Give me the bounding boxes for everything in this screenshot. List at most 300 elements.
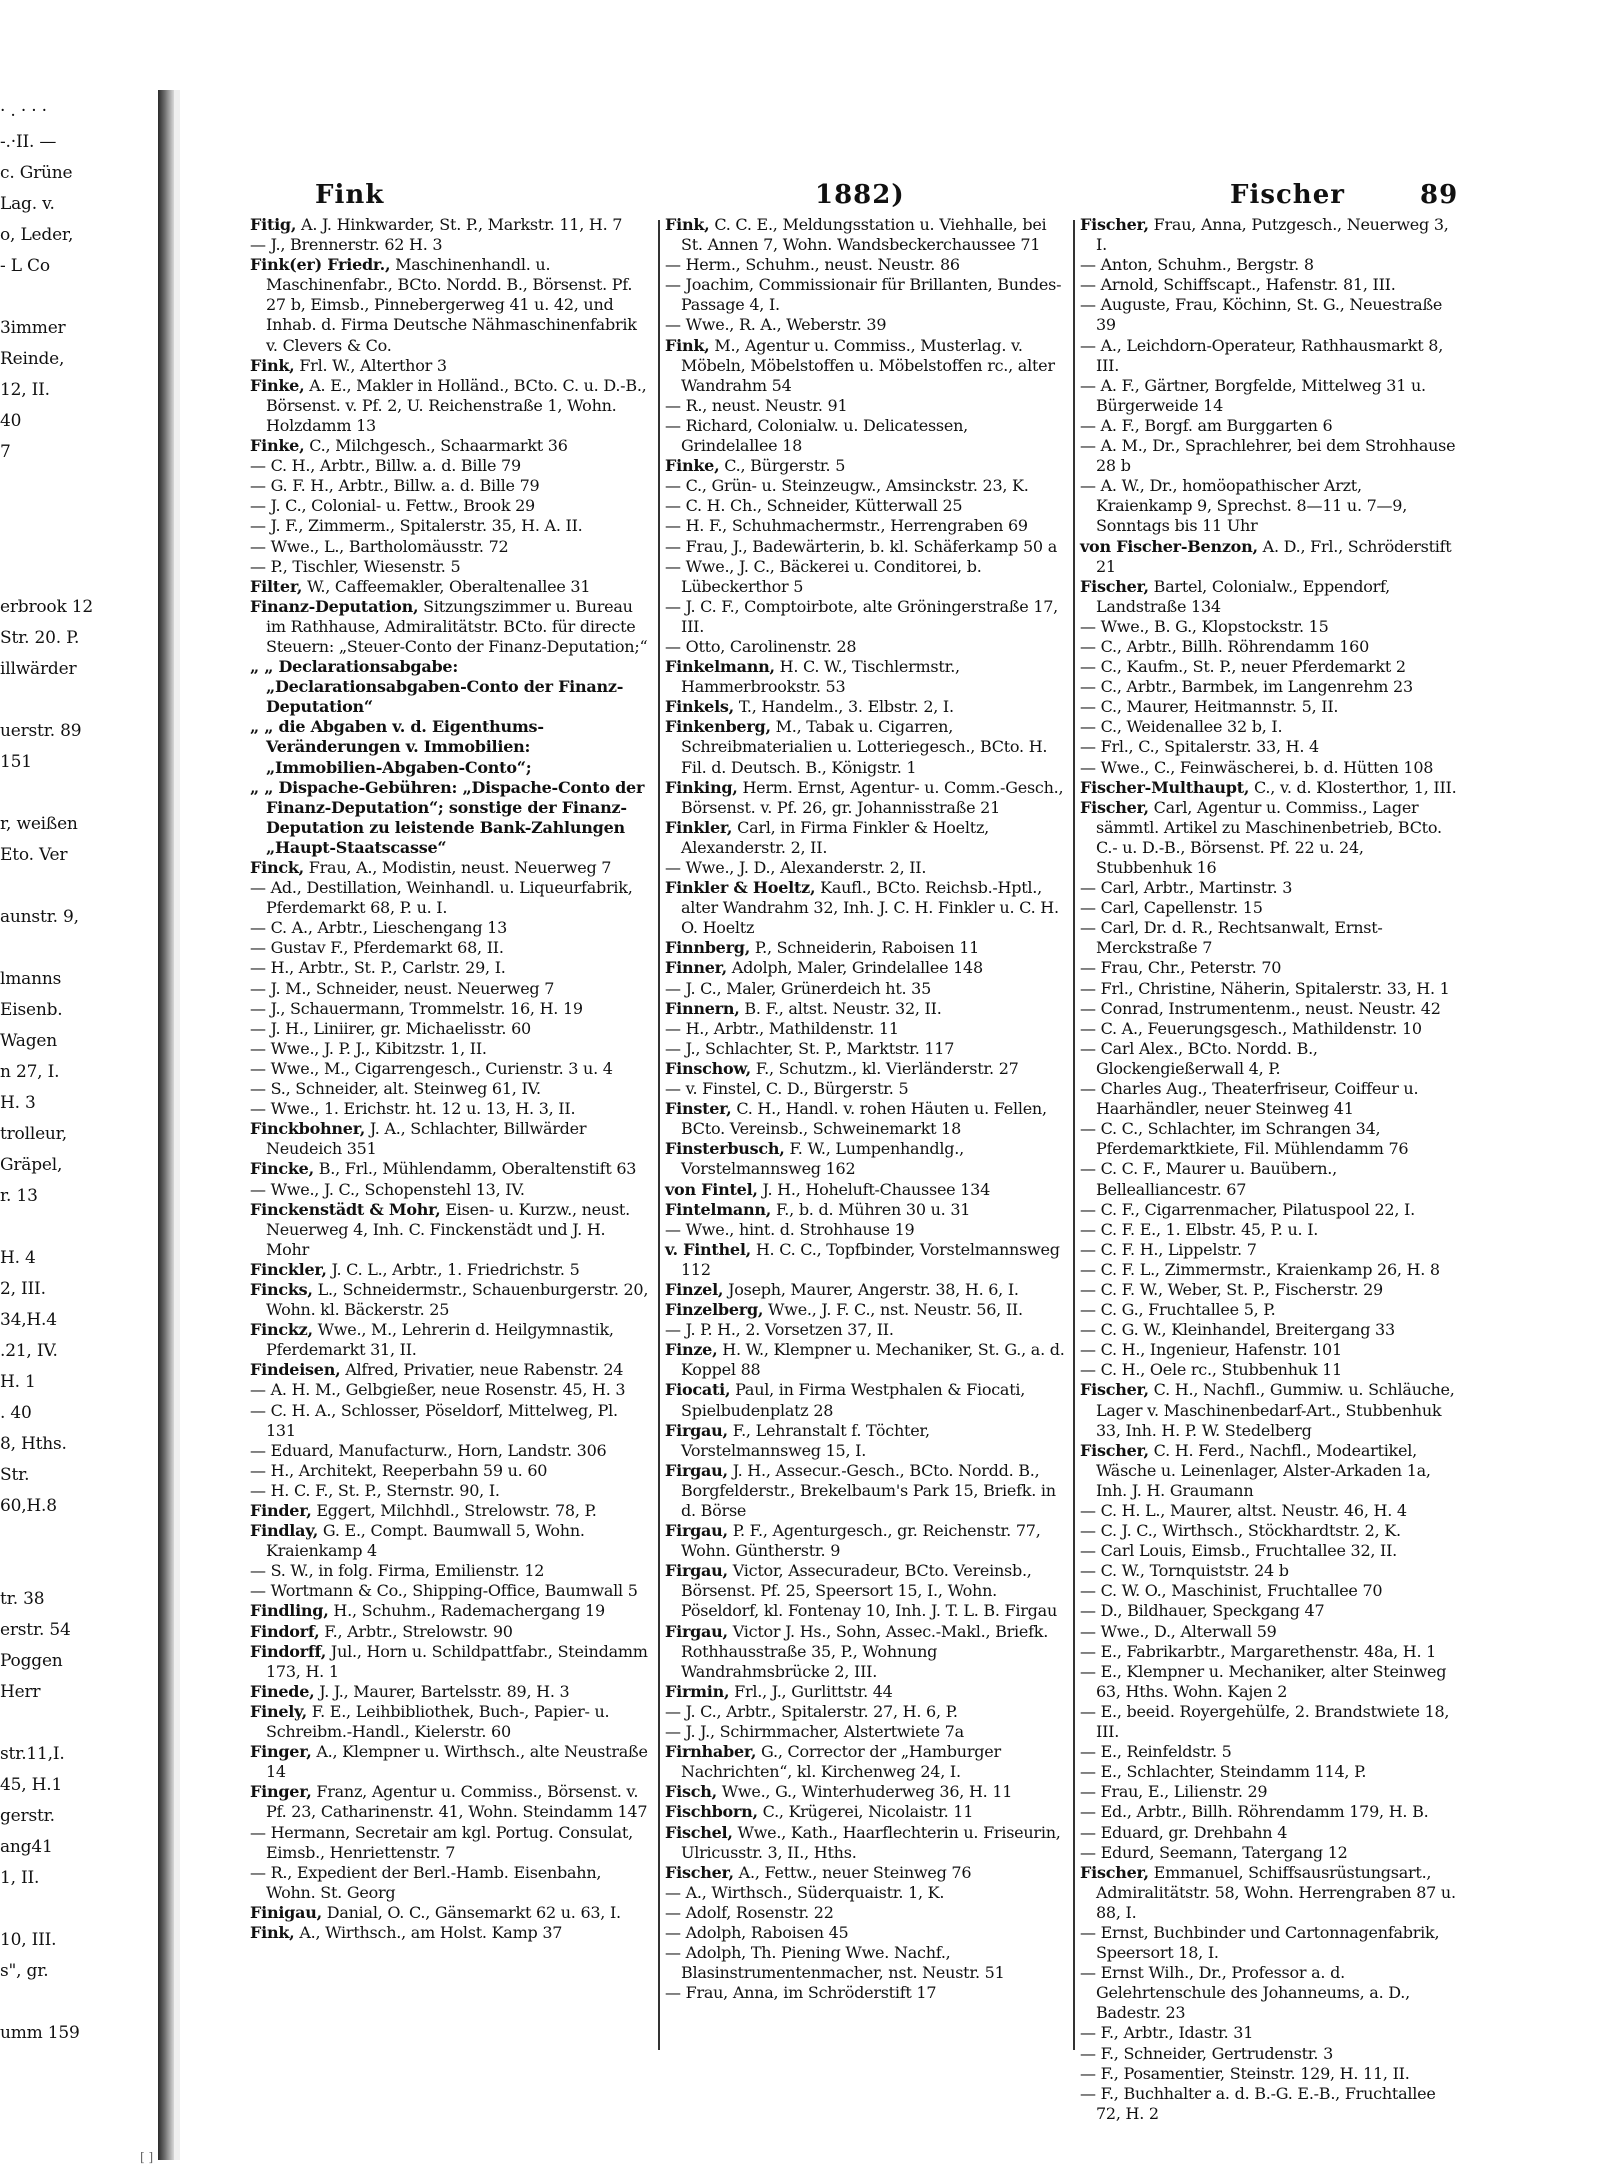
left-page-line-fragment: illwärder <box>0 659 77 679</box>
directory-entry: — J., Brennerstr. 62 H. 3 <box>250 235 443 255</box>
entry-headword: Findlay, <box>250 1521 319 1541</box>
entry-headword: Finsterbusch, <box>665 1139 785 1159</box>
left-page-line-fragment: H. 4 <box>0 1248 36 1268</box>
entry-headword: Finke, <box>250 436 305 456</box>
directory-entry: — C. F. W., Weber, St. P., Fischerstr. 29 <box>1080 1279 1383 1299</box>
directory-entry: — Hermann, Secretair am kgl. Portug. Consulat, Eimsb., Henriettenstr. 7 <box>250 1822 633 1862</box>
entry-headword: Finking, <box>665 777 738 797</box>
directory-column-1 <box>250 215 650 2065</box>
directory-entry: Fincke, B., Frl., Mühlendamm, Oberaltenstift 63 <box>250 1159 637 1179</box>
entry-headword: Finnern, <box>665 998 740 1018</box>
directory-entry <box>250 717 650 777</box>
entry-headword: Firnhaber, <box>665 1742 757 1762</box>
directory-entry: — J. J., Schirmmacher, Alstertwiete 7a <box>665 1722 964 1742</box>
directory-column-2 <box>665 215 1065 2065</box>
left-page-line-fragment: . 40 <box>0 1403 32 1423</box>
directory-entry: — E., Reinfeldstr. 5 <box>1080 1742 1232 1762</box>
directory-entry: — Carl, Dr. d. R., Rechtsanwalt, Ernst-Merckstraße 7 <box>1080 918 1383 958</box>
directory-entry: Finckbohner, J. A., Schlachter, Billwärder Neudeich 351 <box>250 1119 587 1159</box>
left-page-line-fragment: trolleur, <box>0 1124 67 1144</box>
directory-entry: Fintelmann, F., b. d. Mühren 30 u. 31 <box>665 1199 971 1219</box>
directory-entry: Fischborn, C., Krügerei, Nicolaistr. 11 <box>665 1802 974 1822</box>
directory-entry: Finzel, Joseph, Maurer, Angerstr. 38, H. 6, I. <box>665 1279 1019 1299</box>
directory-entry: Finckler, J. C. L., Arbtr., 1. Friedrichstr. 5 <box>250 1259 580 1279</box>
left-page-line-fragment: · . · · · <box>0 101 47 121</box>
directory-entry: — A. F., Gärtner, Borgfelde, Mittelweg 31 u. Bürgerweide 14 <box>1080 375 1426 415</box>
entry-headword: Fischer, <box>1080 1440 1149 1460</box>
directory-entry: — Frau, Anna, im Schröderstift 17 <box>665 1983 937 2003</box>
entry-headword: Firgau, <box>665 1521 728 1541</box>
directory-entry: — Frau, Chr., Peterstr. 70 <box>1080 958 1282 978</box>
directory-entry: — C. F. H., Lippelstr. 7 <box>1080 1239 1257 1259</box>
directory-entry: — C. H. A., Schlosser, Pöseldorf, Mittelweg, Pl. 131 <box>250 1400 618 1440</box>
directory-entry: Finger, Franz, Agentur u. Commiss., Börsenst. v. Pf. 23, Catharinenstr. 41, Wohn. Steindamm 147 <box>250 1782 648 1822</box>
directory-entry: — J. C. F., Comptoirbote, alte Gröningerstraße 17, III. <box>665 596 1059 636</box>
directory-entry: — C. J. C., Wirthsch., Stöckhardtstr. 2, K. <box>1080 1521 1401 1541</box>
directory-entry: Fischer-Multhaupt, C., v. d. Klosterthor, 1, III. <box>1080 777 1457 797</box>
directory-entry: Fiocati, Paul, in Firma Westphalen & Fiocati, Spielbudenplatz 28 <box>665 1380 1026 1420</box>
entry-headword: Finckbohner, <box>250 1119 366 1139</box>
directory-entry: Fischer, C. H. Ferd., Nachfl., Modeartikel, Wäsche u. Leinenlager, Alster-Arkaden 1a, Inh. J. H. Graumann <box>1080 1440 1431 1500</box>
directory-entry: Firgau, J. H., Assecur.-Gesch., BCto. Nordd. B., Borgfelderstr., Brekelbaum's Park 15, Briefk. in d. Börse <box>665 1460 1056 1520</box>
directory-entry: — Carl, Arbtr., Martinstr. 3 <box>1080 878 1293 898</box>
directory-entry: Fischel, Wwe., Kath., Haarflechterin u. Friseurin, Ulricusstr. 3, II., Hths. <box>665 1822 1061 1862</box>
directory-entry: Findorf, F., Arbtr., Strelowstr. 90 <box>250 1621 513 1641</box>
directory-entry: — Wwe., J. C., Bäckerei u. Conditorei, b. Lübeckerthor 5 <box>665 556 982 596</box>
directory-entry: — H. F., Schuhmachermstr., Herrengraben 69 <box>665 516 1028 536</box>
directory-entry: Finkenberg, M., Tabak u. Cigarren, Schreibmaterialien u. Lotteriegesch., BCto. H. Fil. d. Deutsch. B., Königstr. 1 <box>665 717 1048 777</box>
directory-entry: — Wwe., C., Feinwäscherei, b. d. Hütten 108 <box>1080 757 1434 777</box>
entry-headword: Finder, <box>250 1501 312 1520</box>
directory-entry: Fischer, Emmanuel, Schiffsausrüstungsart., Admiralitätstr. 58, Wohn. Herrengraben 87 u. 88, I. <box>1080 1862 1456 1922</box>
left-page-line-fragment: H. 1 <box>0 1372 36 1392</box>
directory-entry: — E., Klempner u. Mechaniker, alter Steinweg 63, Hths. Wohn. Kajen 2 <box>1080 1661 1447 1701</box>
entry-headword: von Fintel, <box>665 1179 758 1199</box>
left-page-line-fragment: Wagen <box>0 1031 58 1051</box>
directory-entry: — J. C., Maler, Grünerdeich ht. 35 <box>665 978 932 998</box>
left-page-line-fragment: 3immer <box>0 318 66 338</box>
directory-entry: — Frau, E., Lilienstr. 29 <box>1080 1782 1268 1802</box>
directory-entry: — J. C., Colonial- u. Fettw., Brook 29 <box>250 496 535 516</box>
column-divider <box>658 220 660 2050</box>
directory-entry: — C., Weidenallee 32 b, I. <box>1080 717 1283 737</box>
directory-entry: — D., Bildhauer, Speckgang 47 <box>1080 1601 1325 1621</box>
left-page-line-fragment: 8, Hths. <box>0 1434 67 1454</box>
left-page-line-fragment: - L Co <box>0 256 50 276</box>
directory-entry: Firmin, Frl., J., Gurlittstr. 44 <box>665 1681 893 1701</box>
left-page-line-fragment: aunstr. 9, <box>0 907 79 927</box>
directory-entry: — C., Grün- u. Steinzeugw., Amsinckstr. 23, K. <box>665 476 1029 496</box>
entry-headword: Finke, <box>665 456 720 476</box>
entry-headword: Finkels, <box>665 697 734 717</box>
directory-entry: — C. H., Ingenieur, Hafenstr. 101 <box>1080 1340 1342 1360</box>
left-page-line-fragment: Str. 20. P. <box>0 628 80 648</box>
left-page-line-fragment: 45, H.1 <box>0 1775 63 1795</box>
directory-entry: — S. W., in folg. Firma, Emilienstr. 12 <box>250 1561 545 1581</box>
entry-headword: Fischer, <box>1080 1380 1149 1400</box>
directory-entry: Findlay, G. E., Compt. Baumwall 5, Wohn. Kraienkamp 4 <box>250 1521 585 1561</box>
left-page-line-fragment: n 27, I. <box>0 1062 60 1082</box>
entry-headword: Firgau, <box>665 1420 728 1440</box>
directory-entry: — J. H., Liniirer, gr. Michaelisstr. 60 <box>250 1018 531 1038</box>
book-gutter <box>158 90 174 2160</box>
directory-entry: Findling, H., Schuhm., Rademachergang 19 <box>250 1601 605 1621</box>
directory-entry: — C. H., Oele rc., Stubbenhuk 11 <box>1080 1360 1342 1380</box>
directory-entry: — R., Expedient der Berl.-Hamb. Eisenbahn, Wohn. St. Georg <box>250 1862 602 1902</box>
directory-entry: — Adolph, Th. Piening Wwe. Nachf., Blasinstrumentenmacher, nst. Neustr. 51 <box>665 1943 1005 1983</box>
entry-headword: Fischel, <box>665 1822 733 1842</box>
entry-headword: Fink, <box>665 215 710 234</box>
left-page-line-fragment: 7 <box>0 442 11 462</box>
directory-entry: — Charles Aug., Theaterfriseur, Coiffeur u. Haarhändler, neuer Steinweg 41 <box>1080 1079 1419 1119</box>
directory-entry: — H., Arbtr., Mathildenstr. 11 <box>665 1018 899 1038</box>
directory-entry: Fink, M., Agentur u. Commiss., Musterlag. v. Möbeln, Möbelstoffen u. Möbelstoffen rc., alter Wandrahm 54 <box>665 335 1055 395</box>
directory-entry: — Frl., Christine, Näherin, Spitalerstr. 33, H. 1 <box>1080 978 1450 998</box>
entry-headword: Finze, <box>665 1340 718 1360</box>
left-page-line-fragment: lmanns <box>0 969 62 989</box>
directory-entry: — Adolph, Raboisen 45 <box>665 1922 849 1942</box>
left-page-line-fragment: .21, IV. <box>0 1341 58 1361</box>
directory-entry: — Wwe., J. D., Alexanderstr. 2, II. <box>665 858 927 877</box>
entry-headword: Finster, <box>665 1099 732 1119</box>
directory-entry: — Carl Louis, Eimsb., Fruchtallee 32, II. <box>1080 1541 1398 1561</box>
left-page-line-fragment: 151 <box>0 752 32 772</box>
left-page-line-fragment: H. 3 <box>0 1093 36 1113</box>
entry-headword: Fitig, <box>250 215 297 234</box>
entry-headword: Fink, <box>250 1922 295 1942</box>
book-gutter-edge <box>174 90 180 2160</box>
entry-headword: von Fischer-Benzon, <box>1080 536 1258 556</box>
directory-entry: — J., Schlachter, St. P., Marktstr. 117 <box>665 1038 955 1058</box>
directory-entry: Fink, C. C. E., Meldungsstation u. Viehhalle, bei St. Annen 7, Wohn. Wandsbeckerchaussee 71 <box>665 215 1047 255</box>
directory-entry: — F., Schneider, Gertrudenstr. 3 <box>1080 2043 1334 2063</box>
directory-entry: — C., Maurer, Heitmannstr. 5, II. <box>1080 697 1339 717</box>
left-page-line-fragment: erstr. 54 <box>0 1620 71 1640</box>
directory-entry: Firgau, F., Lehranstalt f. Töchter, Vorstelmannsweg 15, I. <box>665 1420 930 1460</box>
directory-entry: — Gustav F., Pferdemarkt 68, II. <box>250 938 504 958</box>
directory-entry: Finke, C., Bürgerstr. 5 <box>665 456 846 476</box>
directory-entry: — C. A., Feuerungsgesch., Mathildenstr. 10 <box>1080 1018 1422 1038</box>
directory-entry: — J. F., Zimmerm., Spitalerstr. 35, H. A. II. <box>250 516 583 536</box>
left-page-line-fragment: Lag. v. <box>0 194 55 214</box>
directory-entry: — Carl, Capellenstr. 15 <box>1080 898 1263 918</box>
directory-entry: — C. G. W., Kleinhandel, Breitergang 33 <box>1080 1320 1395 1340</box>
left-page-line-fragment: 2, III. <box>0 1279 46 1299</box>
directory-entry: Finke, A. E., Makler in Holländ., BCto. C. u. D.-B., Börsenst. v. Pf. 2, U. Reichenstraße 1, Wohn. Holzdamm 13 <box>250 375 647 435</box>
left-page-line-fragment: r. 13 <box>0 1186 38 1206</box>
directory-entry: — C. G., Fruchtallee 5, P. <box>1080 1300 1276 1320</box>
entry-headword: Findeisen, <box>250 1360 341 1380</box>
directory-entry: — Conrad, Instrumentenm., neust. Neustr. 42 <box>1080 998 1441 1018</box>
left-page-line-fragment: 60,H.8 <box>0 1496 57 1516</box>
header-left-catchword: Fink <box>315 180 385 210</box>
left-page-line-fragment: ang41 <box>0 1837 53 1857</box>
directory-entry: Fischer, Carl, Agentur u. Commiss., Lager sämmtl. Artikel zu Maschinenbetrieb, BCto. C.- u. D.-B., Börsenst. Pf. 22 u. 24, Stubbenhuk 16 <box>1080 797 1442 877</box>
entry-headword: Finckler, <box>250 1259 327 1279</box>
directory-entry: Fincks, L., Schneidermstr., Schauenburgerstr. 20, Wohn. kl. Bäckerstr. 25 <box>250 1279 649 1320</box>
directory-entry: Finnern, B. F., altst. Neustr. 32, II. <box>665 998 942 1018</box>
directory-entry: Finckenstädt & Mohr, Eisen- u. Kurzw., neust. Neuerweg 4, Inh. C. Finckenstädt und J. H. Mohr <box>250 1199 630 1259</box>
directory-entry: Fink, A., Wirthsch., am Holst. Kamp 37 <box>250 1922 563 1942</box>
directory-entry: — C., Kaufm., St. P., neuer Pferdemarkt 2 <box>1080 657 1406 677</box>
entry-headword: Finner, <box>665 958 727 978</box>
entry-headword: Fisch, <box>665 1782 717 1802</box>
left-facing-page-fragment <box>0 100 160 2160</box>
left-page-line-fragment: Eto. Ver <box>0 845 68 865</box>
directory-entry: — Frl., C., Spitalerstr. 33, H. 4 <box>1080 737 1319 757</box>
directory-entry: — Wwe., J. C., Schopenstehl 13, IV. <box>250 1179 525 1199</box>
left-page-line-fragment: Herr <box>0 1682 41 1702</box>
left-page-line-fragment: Gräpel, <box>0 1155 63 1175</box>
directory-entry: — Wwe., R. A., Weberstr. 39 <box>665 315 887 335</box>
directory-entry: — A. M., Dr., Sprachlehrer, bei dem Strohhause 28 b <box>1080 436 1456 476</box>
directory-entry: — Edurd, Seemann, Tatergang 12 <box>1080 1842 1348 1862</box>
left-page-line-fragment: 10, III. <box>0 1930 57 1950</box>
directory-entry: — F., Buchhalter a. d. B.-G. E.-B., Fruchtallee 72, H. 2 <box>1080 2083 1436 2123</box>
entry-headword: Finkelmann, <box>665 657 775 677</box>
directory-entry: — Eduard, gr. Drehbahn 4 <box>1080 1822 1288 1842</box>
entry-headword: „ „ die Abgaben v. d. Eigenthums-Veränderungen v. Immobilien: „Immobilien-Abgaben-Conto“; <box>250 717 544 777</box>
directory-entry: — Wwe., J. P. J., Kibitzstr. 1, II. <box>250 1038 487 1058</box>
entry-headword: Finzel, <box>665 1279 724 1299</box>
directory-entry: — Carl Alex., BCto. Nordd. B., Glockengießerwall 4, P. <box>1080 1038 1318 1078</box>
directory-entry: — Ernst Wilh., Dr., Professor a. d. Gelehrtenschule des Johanneums, a. D., Badestr. 23 <box>1080 1963 1410 2023</box>
left-page-line-fragment: 1, II. <box>0 1868 40 1888</box>
left-page-line-fragment: o, Leder, <box>0 225 74 245</box>
entry-headword: Finck, <box>250 858 304 877</box>
directory-entry: Fischer, A., Fettw., neuer Steinweg 76 <box>665 1862 972 1882</box>
entry-headword: „ „ Dispache-Gebühren: „Dispache-Conto der Finanz-Deputation“; sonstige der Finanz-Deputation zu leistende Bank-Zahlungen „Haupt-Staatscasse“ <box>250 777 645 857</box>
left-page-line-fragment: erbrook 12 <box>0 597 94 617</box>
entry-headword: Finger, <box>250 1782 312 1802</box>
directory-entry: — H. C. F., St. P., Sternstr. 90, I. <box>250 1480 500 1500</box>
directory-entry: — J. P. H., 2. Vorsetzen 37, II. <box>665 1320 894 1340</box>
entry-headword: Finnberg, <box>665 938 751 958</box>
directory-entry: Finsterbusch, F. W., Lumpenhandlg., Vorstelmannsweg 162 <box>665 1139 964 1179</box>
directory-entry: — Wwe., D., Alterwall 59 <box>1080 1621 1277 1641</box>
directory-entry: Fischer, Frau, Anna, Putzgesch., Neuerweg 3, I. <box>1080 215 1449 255</box>
entry-headword: Fischer, <box>1080 797 1149 817</box>
entry-headword: Fischer, <box>665 1862 734 1882</box>
directory-entry: Finigau, Danial, O. C., Gänsemarkt 62 u. 63, I. <box>250 1902 621 1922</box>
entry-headword: Finkler, <box>665 817 733 837</box>
directory-entry <box>250 778 650 858</box>
directory-entry: — J. C., Arbtr., Spitalerstr. 27, H. 6, P. <box>665 1701 958 1721</box>
left-page-line-fragment: uerstr. 89 <box>0 721 82 741</box>
page-header <box>240 180 1460 216</box>
left-page-line-fragment: 12, II. <box>0 380 50 400</box>
directory-entry: Fisch, Wwe., G., Winterhuderweg 36, H. 11 <box>665 1782 1013 1802</box>
directory-entry: — Ed., Arbtr., Billh. Röhrendamm 179, H. B. <box>1080 1802 1429 1822</box>
directory-column-3 <box>1080 215 1460 2123</box>
directory-entry: Finkels, T., Handelm., 3. Elbstr. 2, I. <box>665 697 954 717</box>
entry-headword: Firgau, <box>665 1460 728 1480</box>
directory-page <box>240 160 1460 2123</box>
directory-entry: — Joachim, Commissionair für Brillanten, Bundes-Passage 4, I. <box>665 275 1062 315</box>
directory-entry: von Fischer-Benzon, A. D., Frl., Schröderstift 21 <box>1080 536 1452 576</box>
directory-entry: — R., neust. Neustr. 91 <box>665 395 848 415</box>
entry-headword: Finckenstädt & Mohr, <box>250 1199 441 1219</box>
left-page-line-fragment: s", gr. <box>0 1961 49 1981</box>
directory-entry: — C. F. L., Zimmermstr., Kraienkamp 26, H. 8 <box>1080 1259 1440 1279</box>
directory-entry: Fischer, Bartel, Colonialw., Eppendorf, Landstraße 134 <box>1080 576 1390 616</box>
directory-entry: Finschow, F., Schutzm., kl. Vierländerstr. 27 <box>665 1058 1019 1078</box>
entry-headword: Fincks, <box>250 1279 313 1299</box>
directory-entry: Finke, C., Milchgesch., Schaarmarkt 36 <box>250 436 568 456</box>
directory-entry: — Arnold, Schiffscapt., Hafenstr. 81, III. <box>1080 275 1396 295</box>
directory-entry: — J. M., Schneider, neust. Neuerweg 7 <box>250 978 555 998</box>
directory-entry: — C. C. F., Maurer u. Bauübern., Bellealliancestr. 67 <box>1080 1159 1337 1199</box>
directory-entry: — E., Schlachter, Steindamm 114, P. <box>1080 1762 1367 1782</box>
directory-entry: Finkler & Hoeltz, Kaufl., BCto. Reichsb.-Hptl., alter Wandrahm 32, Inh. J. C. H. Finkler u. C. H. O. Hoeltz <box>665 878 1059 938</box>
entry-headword: Finigau, <box>250 1902 322 1922</box>
directory-entry: — F., Posamentier, Steinstr. 129, H. 11, II. <box>1080 2063 1410 2083</box>
directory-entry: — Wwe., hint. d. Strohhause 19 <box>665 1219 915 1239</box>
entry-headword: Fiocati, <box>665 1380 731 1400</box>
directory-entry: v. Finthel, H. C. C., Topfbinder, Vorstelmannsweg 112 <box>665 1239 1060 1279</box>
entry-headword: Fischer, <box>1080 1862 1149 1882</box>
directory-entry: — A., Leichdorn-Operateur, Rathhausmarkt 8, III. <box>1080 335 1444 375</box>
directory-entry: — Eduard, Manufacturw., Horn, Landstr. 306 <box>250 1440 607 1460</box>
directory-entry: Firnhaber, G., Corrector der „Hamburger Nachrichten“, kl. Kirchenweg 24, I. <box>665 1742 1001 1782</box>
entry-headword: Finkenberg, <box>665 717 771 737</box>
directory-entry: Finanz-Deputation, Sitzungszimmer u. Bureau im Rathhause, Admiralitätstr. BCto. für directe Steuern: „Steuer-Conto der Finanz-Deputation;“ <box>250 596 648 656</box>
directory-entry: — F., Arbtr., Idastr. 31 <box>1080 2023 1254 2043</box>
left-page-line-fragment: -.·II. — <box>0 132 57 152</box>
directory-entry: — A. F., Borgf. am Burggarten 6 <box>1080 415 1333 435</box>
entry-headword: Finzelberg, <box>665 1300 764 1320</box>
entry-headword: Finkler & Hoeltz, <box>665 878 816 898</box>
directory-entry: — Richard, Colonialw. u. Delicatessen, Grindelallee 18 <box>665 415 968 456</box>
directory-entry: — C., Arbtr., Barmbek, im Langenrehm 23 <box>1080 677 1413 697</box>
directory-entry <box>250 657 650 717</box>
entry-headword: Firmin, <box>665 1681 730 1701</box>
directory-entry: Fitig, A. J. Hinkwarder, St. P., Markstr. 11, H. 7 <box>250 215 623 234</box>
directory-entry: — A., Wirthsch., Süderquaistr. 1, K. <box>665 1882 945 1902</box>
directory-entry: Firgau, Victor J. Hs., Sohn, Assec.-Makl., Briefk. Rothhausstraße 35, P., Wohnung Wandrahmsbrücke 2, III. <box>665 1621 1049 1681</box>
entry-headword: Fink, <box>250 355 295 375</box>
entry-headword: Firgau, <box>665 1561 728 1581</box>
directory-entry: — E., beeid. Royergehülfe, 2. Brandstwiete 18, III. <box>1080 1701 1450 1742</box>
directory-entry: — Auguste, Frau, Köchinn, St. G., Neuestraße 39 <box>1080 295 1443 335</box>
directory-entry: — A. W., Dr., homöopathischer Arzt, Kraienkamp 9, Sprechst. 8—11 u. 7—9, Sonntags bis 11 Uhr <box>1080 476 1408 536</box>
directory-entry: Finely, F. E., Leihbibliothek, Buch-, Papier- u. Schreibm.-Handl., Kielerstr. 60 <box>250 1701 610 1742</box>
directory-entry: Finnberg, P., Schneiderin, Raboisen 11 <box>665 938 980 958</box>
page-number: 89 <box>1420 180 1459 210</box>
directory-entry: — C. H., Arbtr., Billw. a. d. Bille 79 <box>250 456 521 476</box>
directory-entry: — C. F. E., 1. Elbstr. 45, P. u. I. <box>1080 1219 1319 1239</box>
entry-headword: Fink, <box>665 335 710 355</box>
directory-entry: Firgau, Victor, Assecuradeur, BCto. Vereinsb., Börsenst. Pf. 25, Speersort 15, I., Wohn. Pöseldorf, kl. Fontenay 10, Inh. J. T. L. B. Firgau <box>665 1561 1058 1621</box>
left-page-line-fragment: 34,H.4 <box>0 1310 57 1330</box>
entry-headword: Fink(er) Friedr., <box>250 255 391 275</box>
left-page-line-fragment: 40 <box>0 411 22 431</box>
directory-entry: — Otto, Carolinenstr. 28 <box>665 636 857 656</box>
directory-entry: — A. H. M., Gelbgießer, neue Rosenstr. 45, H. 3 <box>250 1380 626 1400</box>
directory-entry: — C., Arbtr., Billh. Röhrendamm 160 <box>1080 636 1370 656</box>
directory-entry: — Wwe., B. G., Klopstockstr. 15 <box>1080 616 1329 636</box>
directory-entry: — Anton, Schuhm., Bergstr. 8 <box>1080 255 1314 275</box>
directory-entry: Finkelmann, H. C. W., Tischlermstr., Hammerbrookstr. 53 <box>665 657 960 697</box>
entry-headword: Filter, <box>250 576 303 596</box>
entry-headword: Findling, <box>250 1601 329 1621</box>
entry-headword: Finger, <box>250 1742 312 1762</box>
directory-entry: Finck, Frau, A., Modistin, neust. Neuerweg 7 <box>250 858 612 877</box>
directory-entry: — Frau, J., Badewärterin, b. kl. Schäferkamp 50 a <box>665 536 1057 556</box>
directory-entry: — C. A., Arbtr., Lieschengang 13 <box>250 918 507 938</box>
directory-entry: — C. C., Schlachter, im Schrangen 34, Pferdemarktkiete, Fil. Mühlendamm 76 <box>1080 1119 1409 1159</box>
column-divider <box>1073 220 1075 2050</box>
left-page-line-fragment: tr. 38 <box>0 1589 45 1609</box>
directory-entry: — Wwe., M., Cigarrengesch., Curienstr. 3 u. 4 <box>250 1058 613 1078</box>
entry-headword: v. Finthel, <box>665 1239 751 1259</box>
directory-entry: — C. H. L., Maurer, altst. Neustr. 46, H. 4 <box>1080 1501 1407 1520</box>
directory-entry: Findorff, Jul., Horn u. Schildpattfabr., Steindamm 173, H. 1 <box>250 1641 648 1681</box>
directory-entry: — v. Finstel, C. D., Bürgerstr. 5 <box>665 1079 909 1099</box>
entry-headword: Firgau, <box>665 1621 728 1641</box>
entry-headword: Fintelmann, <box>665 1199 772 1219</box>
entry-headword: Findorf, <box>250 1621 320 1641</box>
header-right-catchword: Fischer <box>1230 180 1345 210</box>
entry-headword: Fincke, <box>250 1159 314 1179</box>
directory-entry: Fink, Frl. W., Alterthor 3 <box>250 355 447 375</box>
left-page-line-fragment: c. Grüne <box>0 163 73 183</box>
directory-entry: — Wortmann & Co., Shipping-Office, Baumwall 5 <box>250 1581 638 1601</box>
left-page-line-fragment: r, weißen <box>0 814 78 834</box>
entry-headword: „ „ Declarationsabgabe: „Declarationsabgaben-Conto der Finanz-Deputation“ <box>250 657 624 717</box>
left-page-line-fragment: str.11,I. <box>0 1744 65 1764</box>
directory-entry: Finking, Herm. Ernst, Agentur- u. Comm.-Gesch., Börsenst. v. Pf. 26, gr. Johannisstraße 21 <box>665 777 1064 817</box>
directory-entry: — E., Fabrikarbtr., Margarethenstr. 48a, H. 1 <box>1080 1641 1437 1661</box>
directory-entry: Finede, J. J., Maurer, Bartelsstr. 89, H. 3 <box>250 1681 570 1701</box>
left-page-line-fragment: umm 159 <box>0 2023 80 2043</box>
entry-headword: Fischer-Multhaupt, <box>1080 777 1250 797</box>
directory-entry: — H., Arbtr., St. P., Carlstr. 29, I. <box>250 958 506 978</box>
directory-entry: Finner, Adolph, Maler, Grindelallee 148 <box>665 958 983 978</box>
entry-headword: Fischborn, <box>665 1802 758 1822</box>
directory-entry: — C. F., Cigarrenmacher, Pilatuspool 22, I. <box>1080 1199 1415 1219</box>
directory-entry: Finger, A., Klempner u. Wirthsch., alte Neustraße 14 <box>250 1742 648 1782</box>
entry-headword: Finckz, <box>250 1320 313 1340</box>
directory-entry: Finder, Eggert, Milchhdl., Strelowstr. 78, P. <box>250 1501 597 1520</box>
entry-headword: Finke, <box>250 375 305 395</box>
directory-entry: Firgau, P. F., Agenturgesch., gr. Reichenstr. 77, Wohn. Güntherstr. 9 <box>665 1521 1041 1561</box>
directory-entry: — Wwe., L., Bartholomäusstr. 72 <box>250 536 509 556</box>
directory-entry: — P., Tischler, Wiesenstr. 5 <box>250 556 461 576</box>
left-page-line-fragment: gerstr. <box>0 1806 55 1826</box>
directory-entry: Finze, H. W., Klempner u. Mechaniker, St. G., a. d. Koppel 88 <box>665 1340 1065 1380</box>
left-page-line-fragment: Eisenb. <box>0 1000 63 1020</box>
directory-entry: — Ernst, Buchbinder und Cartonnagenfabrik, Speersort 18, I. <box>1080 1922 1440 1963</box>
directory-entry: — S., Schneider, alt. Steinweg 61, IV. <box>250 1079 541 1099</box>
entry-headword: Fischer, <box>1080 215 1149 234</box>
entry-headword: Finanz-Deputation, <box>250 596 419 616</box>
directory-entry: — Ad., Destillation, Weinhandl. u. Liqueurfabrik, Pferdemarkt 68, P. u. I. <box>250 878 633 918</box>
directory-entry: Finkler, Carl, in Firma Finkler & Hoeltz, Alexanderstr. 2, II. <box>665 817 989 857</box>
directory-entry: Finckz, Wwe., M., Lehrerin d. Heilgymnastik, Pferdemarkt 31, II. <box>250 1320 614 1360</box>
left-page-line-fragment: Str. <box>0 1465 30 1485</box>
entry-headword: Finede, <box>250 1681 315 1701</box>
directory-entry: Finzelberg, Wwe., J. F. C., nst. Neustr. 56, II. <box>665 1300 1023 1320</box>
left-page-line-fragment: Reinde, <box>0 349 65 369</box>
directory-entry: Finster, C. H., Handl. v. rohen Häuten u. Fellen, BCto. Vereinsb., Schweinemarkt 18 <box>665 1099 1047 1139</box>
directory-entry: — H., Architekt, Reeperbahn 59 u. 60 <box>250 1460 548 1480</box>
entry-headword: Finely, <box>250 1701 307 1721</box>
directory-entry: — Wwe., 1. Erichstr. ht. 12 u. 13, H. 3, II. <box>250 1099 576 1119</box>
directory-entry: Filter, W., Caffeemakler, Oberaltenallee 31 <box>250 576 591 596</box>
left-page-line-fragment: Poggen <box>0 1651 63 1671</box>
entry-headword: Fischer, <box>1080 576 1149 596</box>
